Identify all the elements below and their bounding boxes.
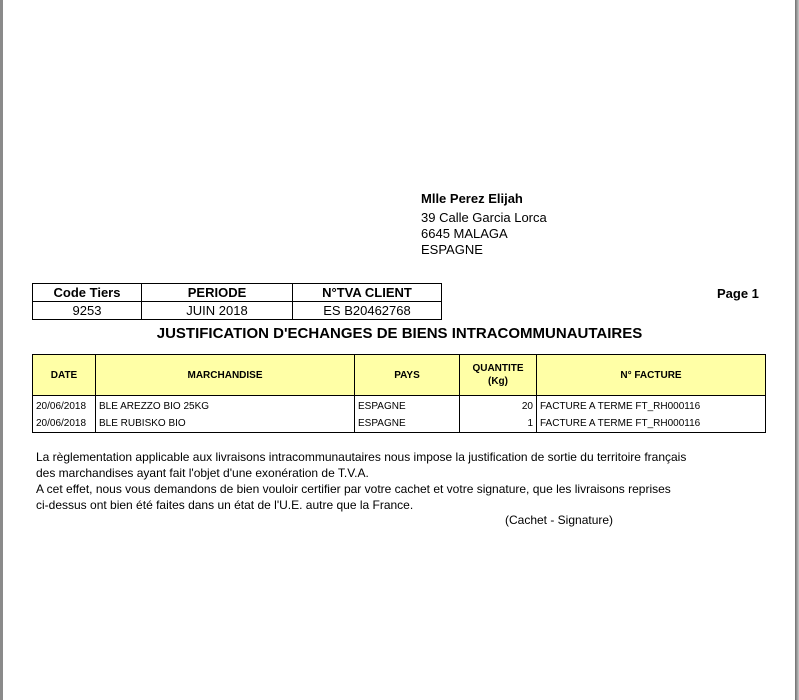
col-quantite: [460, 355, 537, 396]
header-periode: PERIODE: [142, 284, 293, 302]
value-tva-client: ES B20462768: [293, 302, 442, 320]
client-info-header-row: [33, 284, 442, 302]
window-frame-right: [795, 0, 799, 700]
cell-date: 20/06/2018: [33, 415, 96, 433]
value-periode: JUIN 2018: [142, 302, 293, 320]
window-frame-left: [0, 0, 3, 700]
legal-line: ci-dessus ont bien été faites dans un état de l'U.E. autre que la France.: [36, 498, 414, 512]
col-marchandise: MARCHANDISE: [96, 355, 355, 396]
recipient-address: [421, 191, 547, 258]
document-title: [0, 325, 799, 342]
table-row: [33, 415, 766, 433]
recipient-city: 6645 MALAGA: [421, 226, 508, 241]
header-tva-client: N°TVA CLIENT: [293, 284, 442, 302]
cell-facture: FACTURE A TERME FT_RH000116: [537, 415, 766, 433]
legal-line: A cet effet, nous vous demandons de bien vouloir certifier par votre cachet et votre signature, que les livraisons reprises: [36, 482, 671, 496]
col-facture: N° FACTURE: [537, 355, 766, 396]
col-pays: PAYS: [355, 355, 460, 396]
goods-table: [32, 354, 766, 433]
recipient-name: Mlle Perez Elijah: [421, 191, 523, 206]
cell-marchandise: BLE RUBISKO BIO: [96, 415, 355, 433]
signature-label: (Cachet - Signature): [505, 513, 614, 527]
header-code-tiers: Code Tiers: [33, 284, 142, 302]
recipient-country: ESPAGNE: [421, 242, 483, 257]
cell-quantite: 1: [460, 415, 537, 433]
table-row: [33, 396, 766, 416]
goods-header-row: [33, 355, 766, 396]
cell-date: 20/06/2018: [33, 396, 96, 416]
value-code-tiers: 9253: [33, 302, 142, 320]
cell-pays: ESPAGNE: [355, 396, 460, 416]
col-date: DATE: [33, 355, 96, 396]
legal-line: des marchandises ayant fait l'objet d'une exonération de T.V.A.: [36, 466, 369, 480]
cell-quantite: 20: [460, 396, 537, 416]
cell-facture: FACTURE A TERME FT_RH000116: [537, 396, 766, 416]
col-quantite-label: QUANTITE: [472, 363, 524, 374]
client-info-value-row: [33, 302, 442, 320]
recipient-street: 39 Calle Garcia Lorca: [421, 210, 547, 225]
cell-marchandise: BLE AREZZO BIO 25KG: [96, 396, 355, 416]
document-title-text: JUSTIFICATION D'ECHANGES DE BIENS INTRACOMMUNAUTAIRES: [156, 325, 643, 342]
legal-line: La règlementation applicable aux livraisons intracommunautaires nous impose la justification de sortie du territoire français: [36, 450, 687, 464]
legal-notice: [36, 449, 766, 513]
page-number: Page 1: [717, 286, 759, 301]
cell-pays: ESPAGNE: [355, 415, 460, 433]
client-info-table: [32, 283, 442, 320]
col-quantite-unit: (Kg): [488, 376, 508, 387]
